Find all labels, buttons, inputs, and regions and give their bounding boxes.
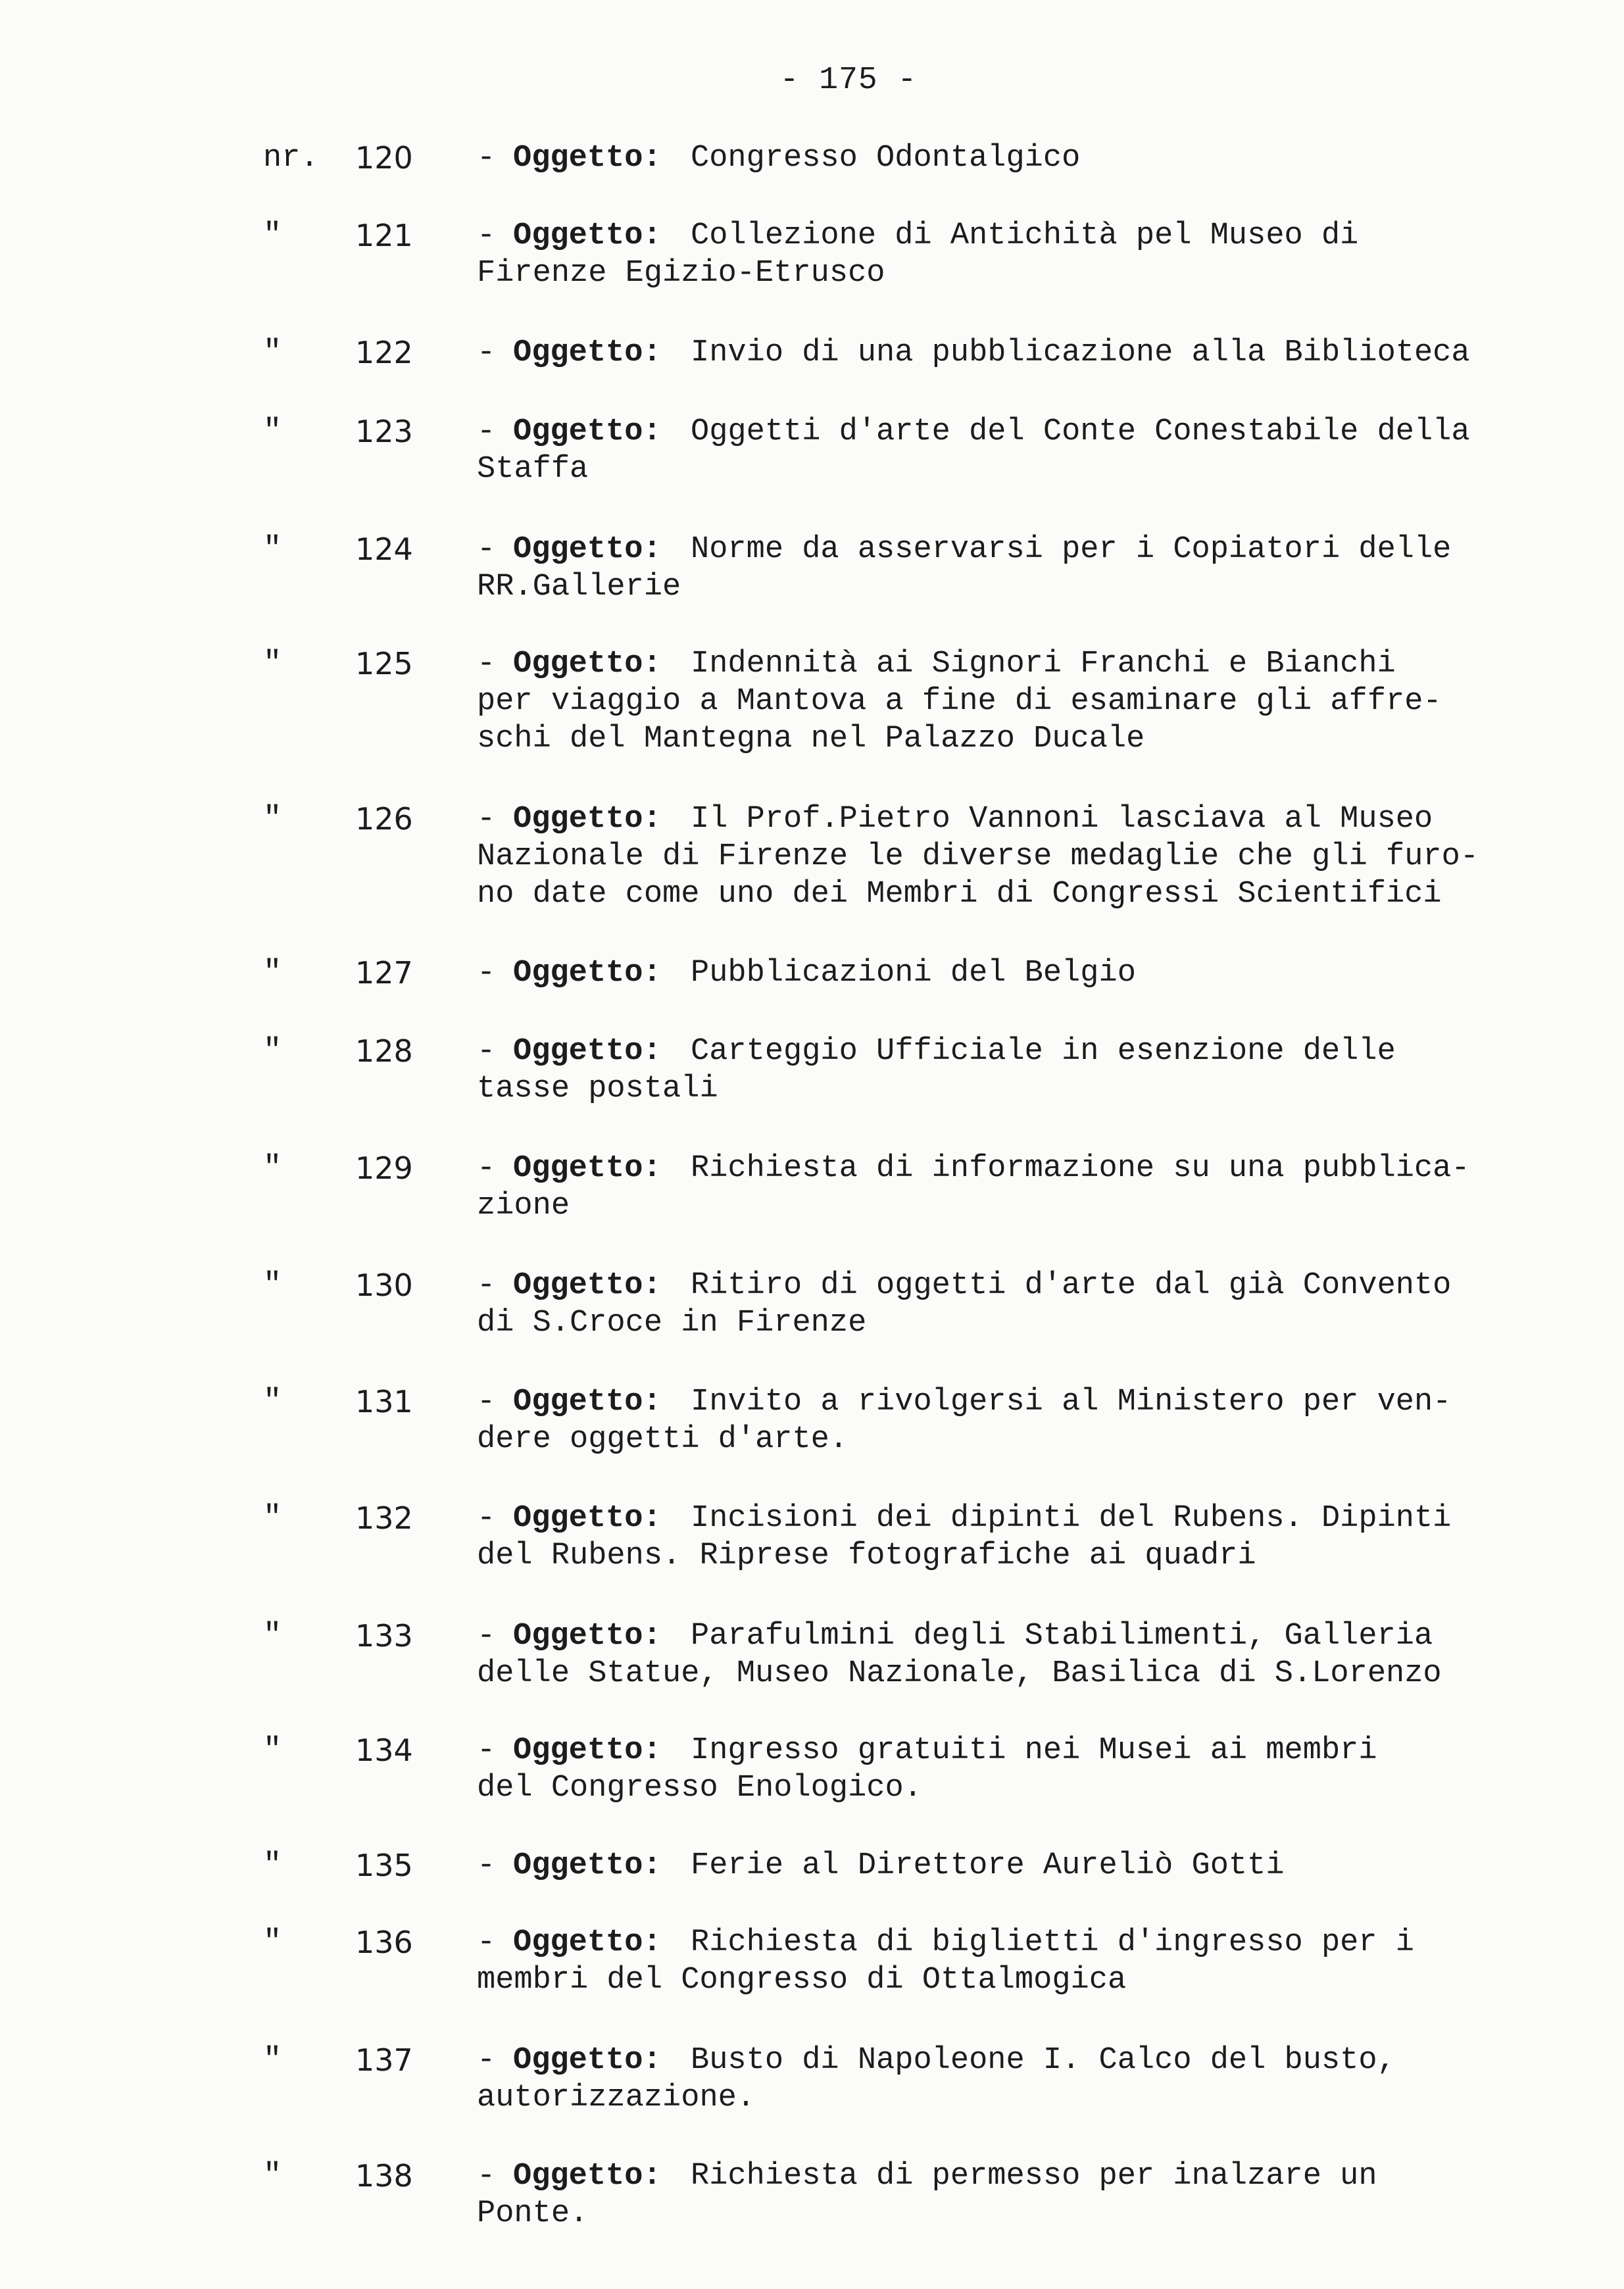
entry-text-line: per viaggio a Mantova a fine di esaminare gli affre- [477,684,1442,719]
entry-number: 127 [355,955,413,991]
entry-number: 132 [355,1500,413,1536]
entry-label: Oggetto: [513,218,662,253]
entry-prefix: " [263,532,282,567]
entry-label: Oggetto: [513,414,662,449]
entry-text-line: Invio di una pubblicazione alla Biblioteca [691,335,1470,370]
entry-number: 134 [355,1733,413,1768]
entry-number: 122 [355,335,413,370]
entry-prefix: " [263,1268,282,1303]
entry-text-line: dere oggetti d'arte. [477,1422,849,1457]
entry-number: 138 [355,2158,413,2194]
entry-text-line: Incisioni dei dipinti del Rubens. Dipinti [691,1501,1452,1536]
entry-dash: - [477,1501,496,1536]
entry-text-line: Pubblicazioni del Belgio [691,956,1136,991]
entry-prefix: " [263,218,282,253]
entry-prefix: " [263,1385,282,1419]
entry-dash: - [477,1151,496,1186]
page-number: - 175 - [779,62,918,98]
entry-label: Oggetto: [513,2043,662,2078]
entry-number: 135 [355,1848,413,1883]
entry-text-line: Norme da asservarsi per i Copiatori delle [691,532,1452,567]
entry-dash: - [477,1385,496,1419]
entry-text-line: Firenze Egizio-Etrusco [477,256,885,291]
entry-label: Oggetto: [513,1925,662,1960]
entry-text-line: Oggetti d'arte del Conte Conestabile della [691,414,1470,449]
entry-text-line: Ferie al Direttore Aureliò Gotti [691,1848,1285,1883]
entry-prefix: " [263,647,282,681]
entry-dash: - [477,1619,496,1654]
entry-number: 126 [355,801,413,837]
entry-text-line: Richiesta di informazione su una pubblica- [691,1151,1470,1186]
entry-text-line: Collezione di Antichità pel Museo di [691,218,1359,253]
entry-text-line: tasse postali [477,1071,718,1106]
entry-prefix: " [263,2043,282,2078]
entry-dash: - [477,218,496,253]
entry-prefix: " [263,956,282,991]
entry-text-line: Richiesta di biglietti d'ingresso per i [691,1925,1414,1960]
entry-number: 133 [355,1618,413,1654]
entry-label: Oggetto: [513,335,662,370]
entry-dash: - [477,141,496,176]
entry-text-line: Parafulmini degli Stabilimenti, Galleria [691,1619,1433,1654]
entry-number: 121 [355,218,413,253]
entry-text-line: membri del Congresso di Ottalmogica [477,1963,1127,1998]
entry-prefix: nr. [263,141,319,176]
entry-prefix: " [263,1619,282,1654]
entry-prefix: " [263,2159,282,2194]
entry-text-line: schi del Mantegna nel Palazzo Ducale [477,722,1145,756]
entry-text-line: autorizzazione. [477,2080,756,2115]
entry-label: Oggetto: [513,647,662,681]
entry-text-line: Busto di Napoleone I. Calco del busto, [691,2043,1396,2078]
entry-label: Oggetto: [513,1733,662,1768]
entry-text-line: delle Statue, Museo Nazionale, Basilica di S.Lorenzo [477,1656,1442,1691]
entry-label: Oggetto: [513,532,662,567]
entry-text-line: del Rubens. Riprese fotografiche ai quadri [477,1538,1256,1573]
entry-number: 131 [355,1384,413,1419]
entry-text-line: Staffa [477,452,589,487]
entry-text-line: Ritiro di oggetti d'arte dal già Convento [691,1268,1452,1303]
entry-dash: - [477,1268,496,1303]
entry-text-line: Nazionale di Firenze le diverse medaglie che gli furo- [477,839,1479,874]
entry-text-line: Richiesta di permesso per inalzare un [691,2159,1377,2194]
entry-prefix: " [263,1733,282,1768]
entry-text-line: Invito a rivolgersi al Ministero per ven- [691,1385,1452,1419]
entry-dash: - [477,2159,496,2194]
entry-dash: - [477,414,496,449]
entry-prefix: " [263,414,282,449]
entry-text-line: zione [477,1189,570,1223]
entry-prefix: " [263,1848,282,1883]
entry-dash: - [477,532,496,567]
entry-prefix: " [263,1034,282,1069]
entry-dash: - [477,2043,496,2078]
entry-number: 124 [355,531,413,567]
entry-number: 123 [355,414,413,449]
entry-text-line: di S.Croce in Firenze [477,1306,867,1341]
entry-number: 130 [355,1268,413,1303]
entry-dash: - [477,1733,496,1768]
entry-number: 120 [355,140,413,176]
entry-dash: - [477,956,496,991]
entry-text-line: Congresso Odontalgico [691,141,1081,176]
entry-text-line: Il Prof.Pietro Vannoni lasciava al Museo [691,802,1433,837]
entry-label: Oggetto: [513,1034,662,1069]
entry-number: 137 [355,2042,413,2078]
entry-label: Oggetto: [513,1501,662,1536]
entry-number: 129 [355,1150,413,1186]
entry-label: Oggetto: [513,1385,662,1419]
entry-number: 136 [355,1925,413,1960]
entry-text-line: no date come uno dei Membri di Congressi Scientifici [477,877,1442,912]
entry-number: 125 [355,646,413,681]
entry-label: Oggetto: [513,1619,662,1654]
entry-label: Oggetto: [513,141,662,176]
entry-dash: - [477,1925,496,1960]
entry-prefix: " [263,1151,282,1186]
entry-prefix: " [263,1925,282,1960]
entry-prefix: " [263,1501,282,1536]
entry-label: Oggetto: [513,1848,662,1883]
entry-text-line: del Congresso Enologico. [477,1771,922,1806]
entry-prefix: " [263,335,282,370]
entry-dash: - [477,1034,496,1069]
entry-dash: - [477,1848,496,1883]
entry-dash: - [477,802,496,837]
entry-label: Oggetto: [513,956,662,991]
entry-prefix: " [263,802,282,837]
entry-label: Oggetto: [513,802,662,837]
entry-text-line: Carteggio Ufficiale in esenzione delle [691,1034,1396,1069]
entry-text-line: Ponte. [477,2196,589,2231]
entry-label: Oggetto: [513,1151,662,1186]
entry-text-line: RR.Gallerie [477,570,681,604]
entry-dash: - [477,335,496,370]
entry-number: 128 [355,1033,413,1069]
entry-text-line: Indennità ai Signori Franchi e Bianchi [691,647,1396,681]
entry-dash: - [477,647,496,681]
entry-label: Oggetto: [513,2159,662,2194]
entry-label: Oggetto: [513,1268,662,1303]
entry-text-line: Ingresso gratuiti nei Musei ai membri [691,1733,1377,1768]
